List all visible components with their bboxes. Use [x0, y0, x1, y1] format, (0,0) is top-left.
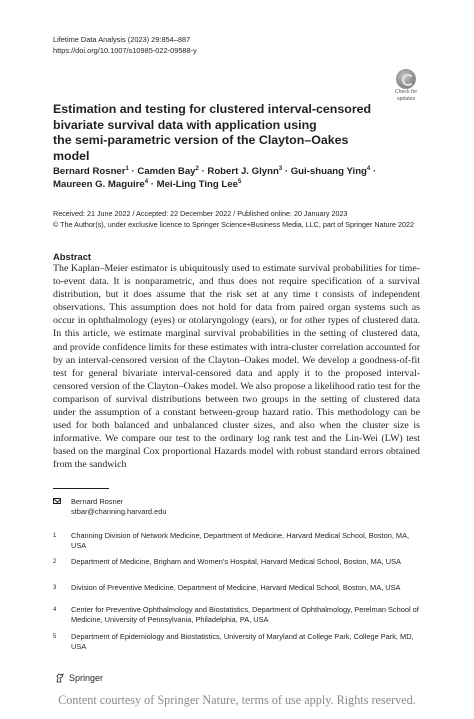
- affiliation-text: Department of Epidemiology and Biostatistics, University of Maryland at College Park, College Park, MD, USA: [71, 632, 414, 651]
- envelope-icon: [53, 498, 61, 504]
- badge-label-2: updates: [396, 95, 416, 102]
- author-affiliation-mark: 4: [144, 178, 149, 185]
- author-affiliation-mark: 5: [237, 178, 242, 185]
- abstract-text: [53, 262, 420, 484]
- footnote-divider: [53, 488, 109, 489]
- publication-dates: [53, 208, 414, 230]
- author-name[interactable]: Robert J. Glynn: [207, 166, 279, 177]
- author-name[interactable]: Gui-shuang Ying: [290, 166, 367, 177]
- affiliation-item: [53, 583, 423, 593]
- corresponding-author: [53, 497, 166, 517]
- affiliation-number: 3: [53, 585, 57, 591]
- copyright-notice: © The Author(s), under exclusive licence to Springer Science+Business Media, LLC, part of Springer Nature 2022: [53, 220, 414, 229]
- corresponding-author-email[interactable]: stbar@channing.harvard.edu: [71, 507, 167, 516]
- affiliation-number: 2: [53, 559, 57, 565]
- paper-title: [53, 102, 383, 164]
- check-for-updates-icon: [396, 69, 416, 89]
- title-line: bivariate survival data with application using: [53, 117, 317, 132]
- affiliation-number: 4: [53, 607, 57, 613]
- journal-info: [53, 35, 197, 56]
- author-name[interactable]: Bernard Rosner: [53, 166, 126, 177]
- author-name[interactable]: Maureen G. Maguire: [53, 179, 145, 190]
- author-affiliation-mark: 2: [195, 165, 199, 172]
- badge-label-1: Check for: [394, 89, 418, 95]
- affiliation-text: Department of Medicine, Brigham and Women’s Hospital, Harvard Medical School, Boston, MA, USA: [71, 557, 401, 566]
- affiliation-text: Center for Preventive Ophthalmology and Biostatistics, Department of Ophthalmology, Perelman School of Medicine, University of Pennsylvania, Philadelphia, PA, USA: [71, 605, 419, 624]
- author-name[interactable]: Camden Bay: [137, 166, 196, 177]
- received-accepted-published: Received: 21 June 2022 / Accepted: 22 December 2022 / Published online: 20 January 2023: [53, 209, 348, 218]
- author-affiliation-mark: 1: [125, 165, 129, 172]
- corresponding-author-name: Bernard Rosner: [71, 497, 124, 506]
- springer-horse-icon: [55, 673, 65, 683]
- check-for-updates-badge[interactable]: [393, 69, 419, 101]
- affiliation-item: [53, 531, 423, 551]
- publisher-logo: [55, 673, 103, 683]
- author-affiliation-mark: 4: [366, 165, 371, 172]
- affiliation-text: Division of Preventive Medicine, Department of Medicine, Harvard Medical School, Boston, MA, USA: [71, 583, 401, 592]
- doi-link[interactable]: https://doi.org/10.1007/s10985-022-09588-y: [53, 45, 197, 55]
- affiliation-item: [53, 557, 423, 567]
- courtesy-notice: Content courtesy of Springer Nature, terms of use apply. Rights reserved.: [58, 693, 416, 707]
- abstract-heading: Abstract: [53, 251, 92, 262]
- affiliation-text: Channing Division of Network Medicine, Department of Medicine, Harvard Medical School, Boston, MA, USA: [71, 531, 410, 550]
- abstract-paragraph: The Kaplan–Meier estimator is ubiquitously used to estimate survival probabilities for time-to-event data. It is nonparametric, and thus does not require specification of a survival distribution, but it does assume that the risk set at any time t consists of independent observations. This assumption does not hold for data from paired organ systems such as occur in ophthalmology (eyes) or otolaryngology (ears), or for other types of clustered data. In this article, we estimate marginal survival probabilities in the setting of clustered data, and provide confidence limits for these estimates with intra-cluster correlation accounted for by an interval-censored version of the Clayton–Oakes model. We develop a goodness-of-fit test for general bivariate interval-censored data and apply it to the proposed interval-censored version of the Clayton–Oakes model. We also propose a likelihood ratio test for the comparison of survival distributions between two groups in the setting of clustered data under the assumption of a constant between-group hazard ratio. This methodology can be used for both balanced and unbalanced cluster sizes, and also when the cluster size is informative. We compare our test to the ordinary log rank test and the Lin-Wei (LW) test based on the marginal Cox proportional Hazards model with robust standard errors obtained from the sandwich: [53, 263, 420, 471]
- author-affiliation-mark: 3: [278, 165, 283, 172]
- affiliation-item: [53, 632, 423, 652]
- title-line: the semi-parametric version of the Clayton–Oakes model: [53, 133, 349, 163]
- title-line: Estimation and testing for clustered interval-censored: [53, 102, 372, 116]
- journal-citation: Lifetime Data Analysis (2023) 29:854–887: [53, 35, 191, 44]
- affiliation-number: 1: [53, 533, 57, 539]
- affiliation-item: [53, 605, 423, 625]
- author-name[interactable]: Mei-Ling Ting Lee: [156, 179, 238, 190]
- affiliation-number: 5: [53, 634, 57, 640]
- author-list: Bernard Rosner$^1$ · Camden Bay$^2$ · Robert J. Glynn$^3$ · Gui-shuang Ying$^4$ · Maureen G. Maguire$^4$ · Mei-Ling Ting Lee$^5$: [53, 165, 377, 190]
- publisher-name: Springer: [69, 673, 104, 683]
